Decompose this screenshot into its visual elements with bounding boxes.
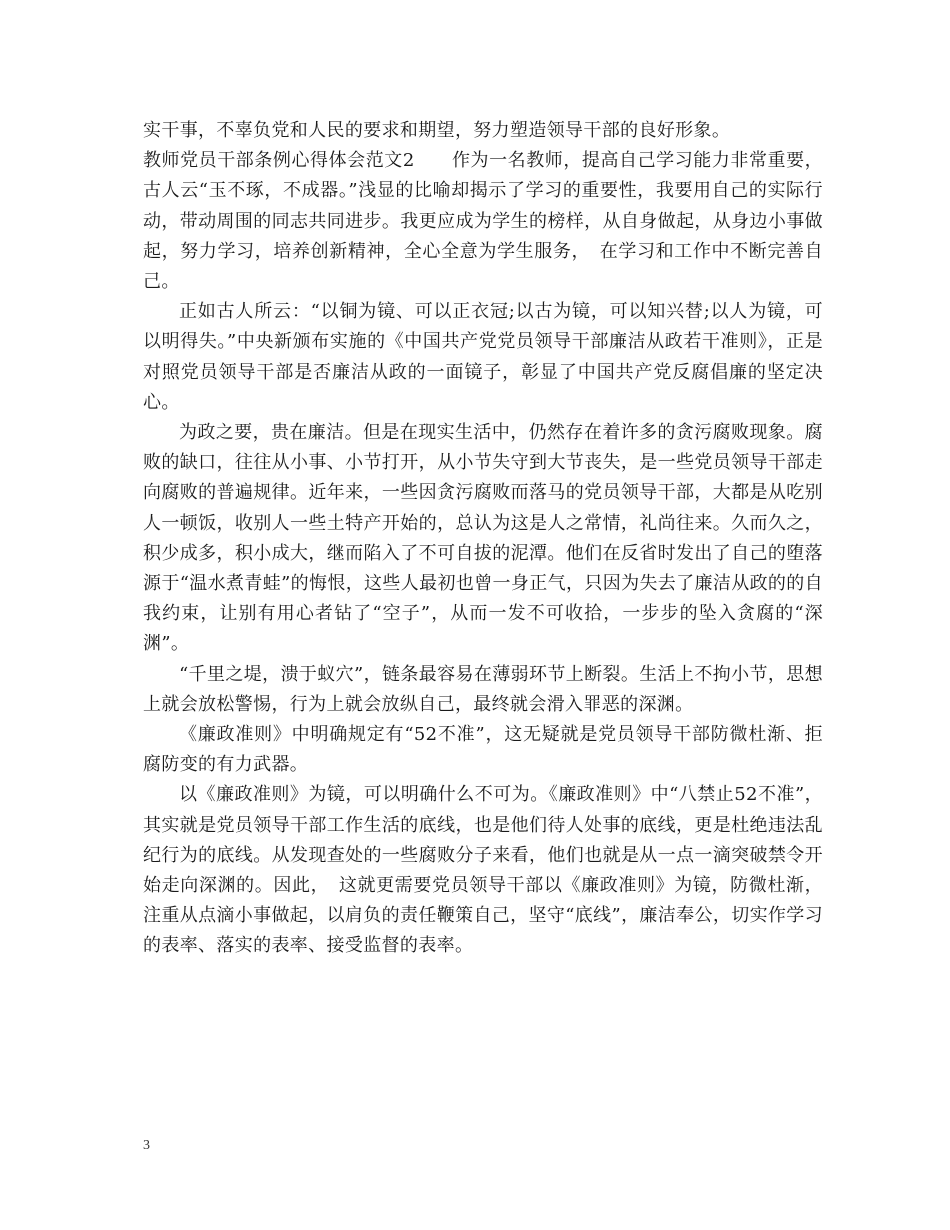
paragraph-7: 以《廉政准则》为镜，可以明确什么不可为。《廉政准则》中“八禁止52不准”，其实就是党员领导干部工作生活的底线，也是他们待人处事的底线，更是杜绝违法乱纪行为的底线。从发现查处的一些腐败分子来看，他们也就是从一点一滴突破禁令开始走向深渊的。因此， 这就更需要党员领导干部以《廉政准则》为镜，防微杜渐，注重从点滴小事做起，以肩负的责任鞭策自己，坚守“底线”，廉洁奉公，切实作学习的表率、落实的表率、接受监督的表率。 xyxy=(143,784,823,957)
paragraph-2: 教师党员干部条例心得体会范文2 作为一名教师，提高自己学习能力非常重要，古人云“玉不琢，不成器。”浅显的比喻却揭示了学习的重要性，我要用自己的实际行动，带动周围的同志共同进步。我更应成为学生的榜样，从自身做起，从身边小事做起，努力学习，培养创新精神，全心全意为学生服务， 在学习和工作中不断完善自己。 xyxy=(143,150,823,293)
page-number: 3 xyxy=(143,1138,150,1153)
paragraph-3: 正如古人所云：“以铜为镜、可以正衣冠;以古为镜，可以知兴替;以人为镜，可以明得失。”中央新颁布实施的《中国共产党党员领导干部廉洁从政若干准则》，正是对照党员领导干部是否廉洁从政的一面镜子，彰显了中国共产党反腐倡廉的坚定决心。 xyxy=(143,301,823,413)
document-body xyxy=(143,116,823,962)
paragraph-6: 《廉政准则》中明确规定有“52不准”，这无疑就是党员领导干部防微杜渐、拒腐防变的有力武器。 xyxy=(143,724,823,776)
paragraph-1: 实干事，不辜负党和人民的要求和期望，努力塑造领导干部的良好形象。 xyxy=(143,120,731,141)
paragraph-4: 为政之要，贵在廉洁。但是在现实生活中，仍然存在着许多的贪污腐败现象。腐败的缺口，往往从小事、小节打开，从小节失守到大节丧失，是一些党员领导干部走向腐败的普遍规律。近年来，一些因贪污腐败而落马的党员领导干部，大都是从吃别人一顿饭，收别人一些土特产开始的，总认为这是人之常情，礼尚往来。久而久之，积少成多，积小成大，继而陷入了不可自拔的泥潭。他们在反省时发出了自己的堕落源于“温水煮青蛙”的悔恨，这些人最初也曾一身正气，只因为失去了廉洁从政的的自我约束，让别有用心者钻了“空子”，从而一发不可收拾，一步步的坠入贪腐的“深渊”。 xyxy=(143,422,823,655)
paragraph-5: “千里之堤，溃于蚁穴”，链条最容易在薄弱环节上断裂。生活上不拘小节，思想上就会放松警惕，行为上就会放纵自己，最终就会滑入罪恶的深渊。 xyxy=(143,663,823,715)
